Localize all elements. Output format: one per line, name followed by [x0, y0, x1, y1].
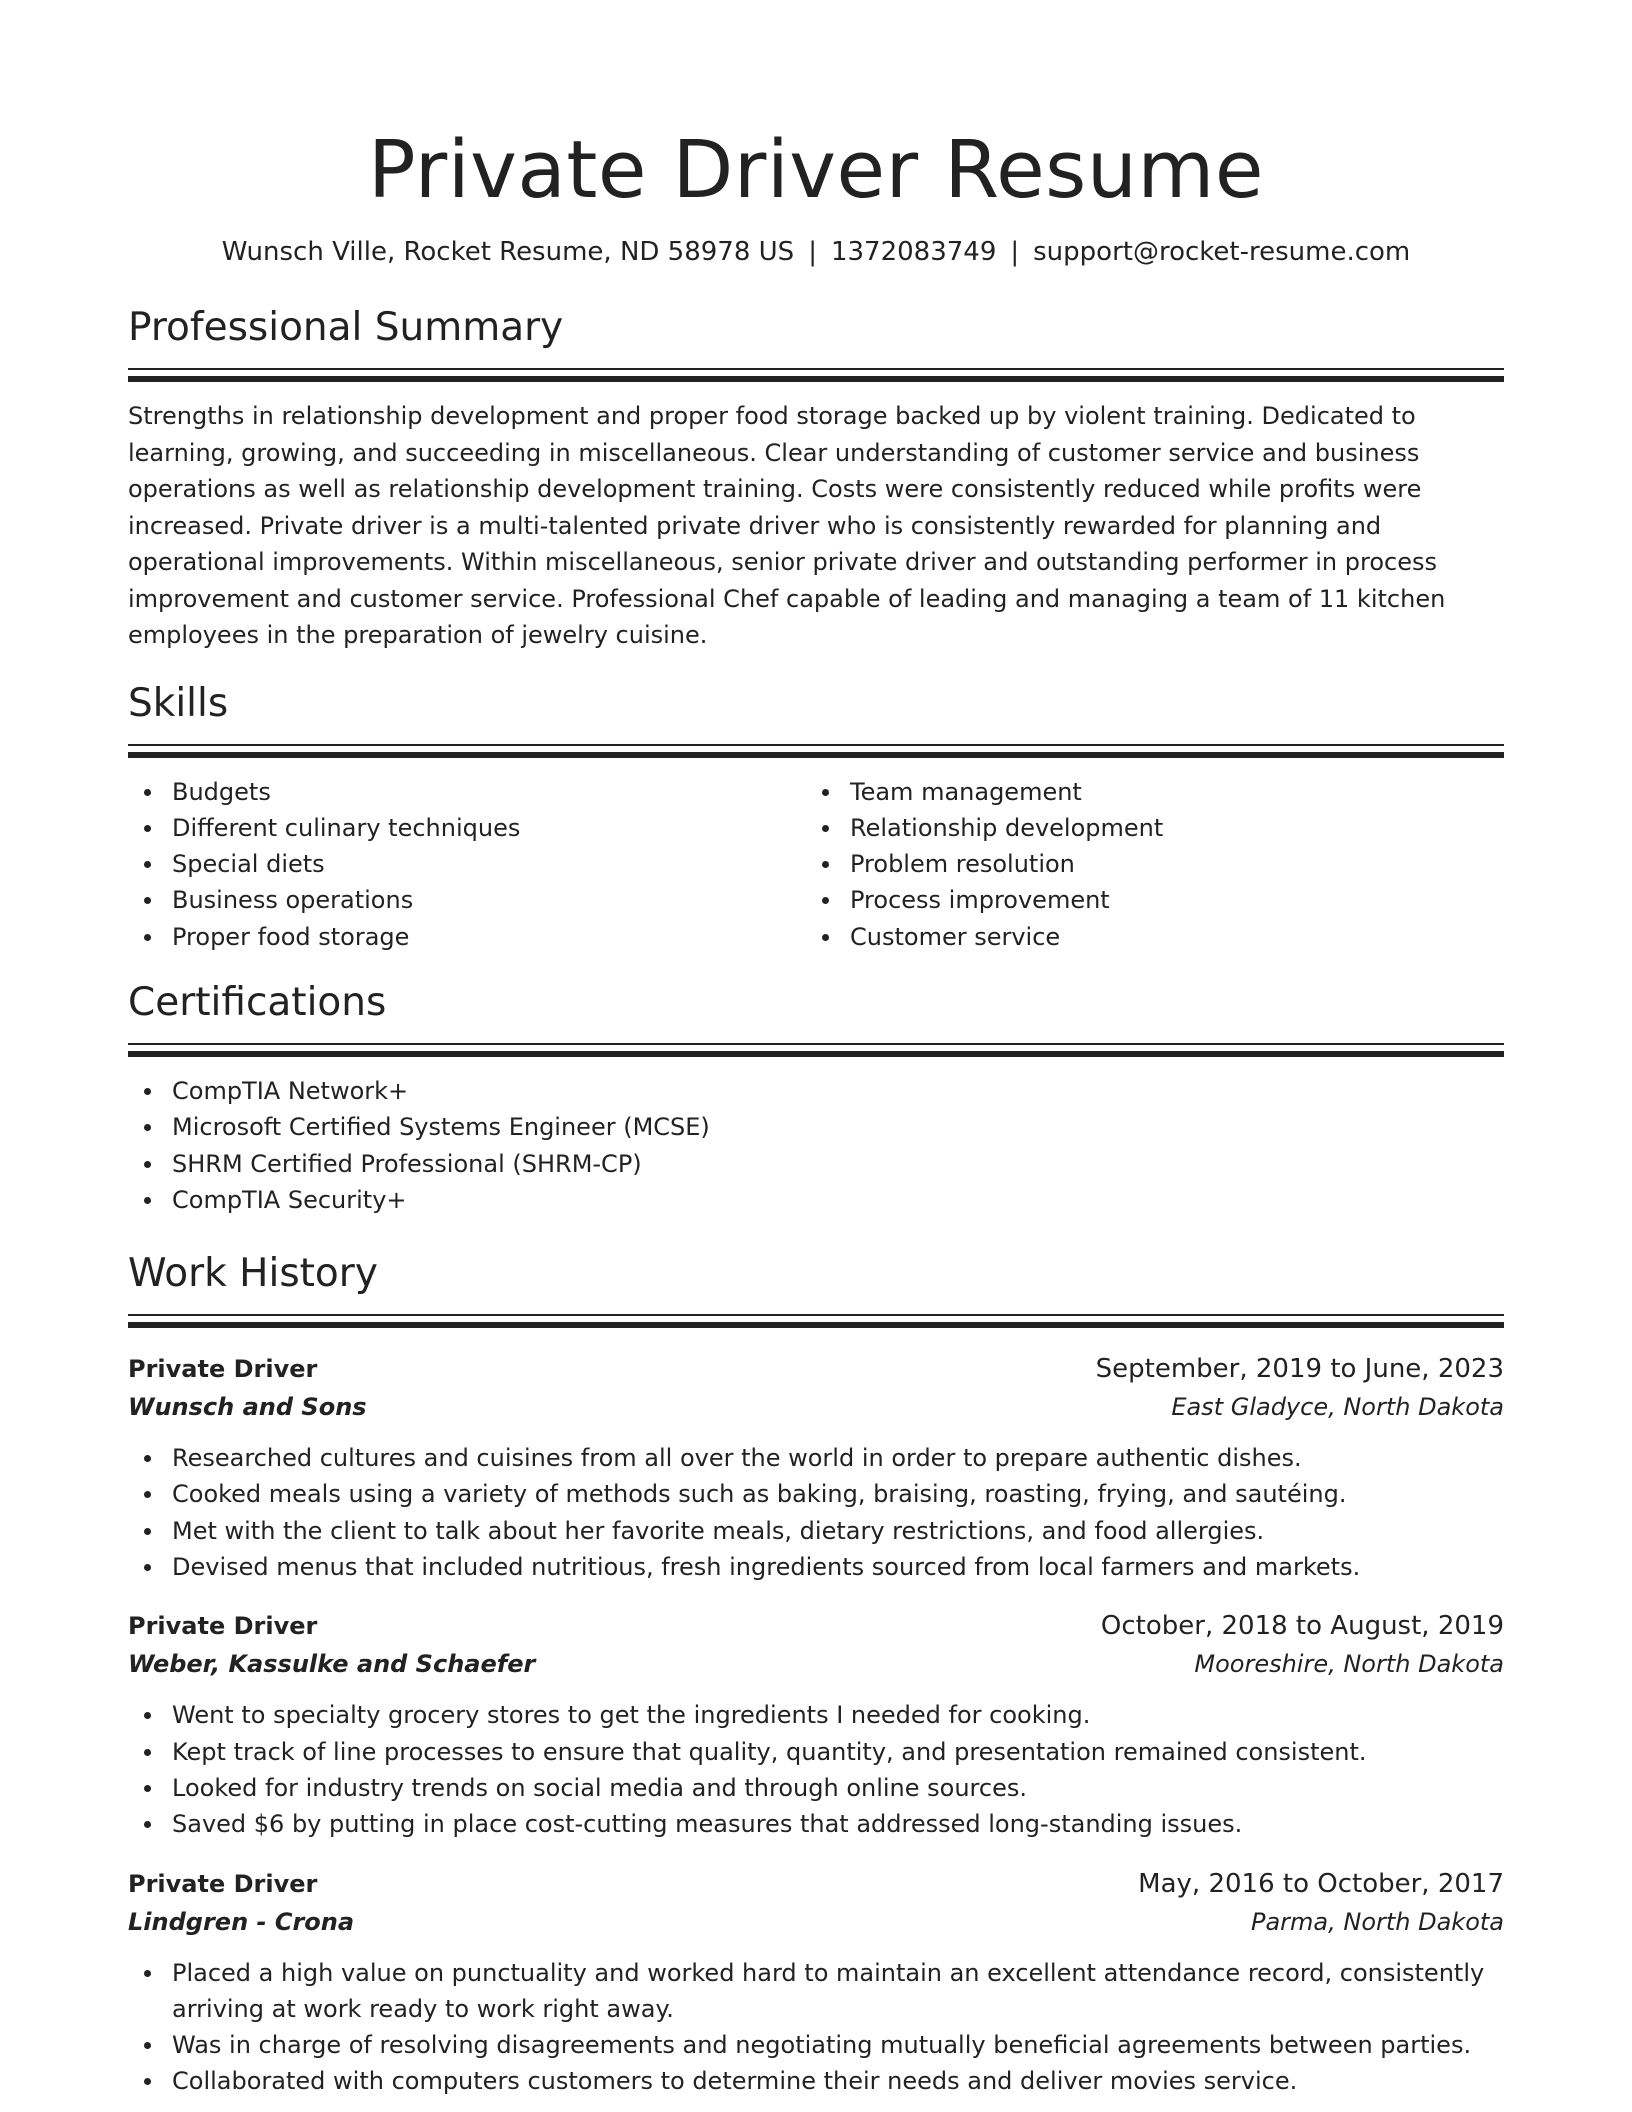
job-title: Private Driver: [128, 1355, 318, 1384]
job-dates: October, 2018 to August, 2019: [1100, 1611, 1504, 1642]
summary-text: Strengths in relationship development and proper food storage backed up by violent training. Dedicated to learning, growing, and succeeding in miscellaneous. Clear understanding of customer service and business operations as well as relationship development training. Costs were consistently reduced while profits were increased. Private driver is a multi-talented private driver who is consistently rewarded for planning and operational improvements. Within miscellaneous, senior private driver and outstanding performer in process improvement and customer service. Professional Chef capable of leading and managing a team of 11 kitchen employees in the preparation of jewelry cuisine.: [128, 402, 1446, 649]
job-location: Mooreshire, North Dakota: [1194, 1650, 1504, 1679]
job-duties-list: [128, 1697, 1504, 1842]
contact-separator: |: [1010, 237, 1020, 267]
work-history-section: [128, 1248, 1504, 2100]
section-heading-skills: Skills: [128, 680, 229, 726]
section-rule-thin: [128, 1314, 1504, 1316]
summary-section: [128, 302, 1504, 654]
job-title: Private Driver: [128, 1612, 318, 1641]
contact-separator: |: [808, 237, 817, 267]
skill-item: Customer service: [850, 919, 1484, 955]
certification-item: Microsoft Certified Systems Engineer (MCSE): [172, 1109, 1504, 1145]
skill-item: Problem resolution: [850, 846, 1484, 882]
job-duty-item: Cooked meals using a variety of methods such as baking, braising, roasting, frying, and sautéing.: [172, 1476, 1504, 1512]
job-duty-item: Met with the client to talk about her favorite meals, dietary restrictions, and food allergies.: [172, 1513, 1504, 1549]
job-company: Lindgren - Crona: [128, 1907, 355, 1936]
skill-item: Relationship development: [850, 810, 1484, 846]
skill-item: Budgets: [172, 774, 806, 810]
skill-item: Team management: [850, 774, 1484, 810]
job-header-row: [128, 1865, 1504, 1903]
job-duty-item: Devised menus that included nutritious, fresh ingredients sourced from local farmers and markets.: [172, 1549, 1504, 1585]
job-dates: September, 2019 to June, 2023: [1095, 1354, 1504, 1385]
job-company-row: [128, 1903, 1504, 1941]
job-header-row: [128, 1350, 1504, 1388]
section-rule-thin: [128, 368, 1504, 370]
job-dates: May, 2016 to October, 2017: [1138, 1868, 1504, 1899]
job-duty-item: Kept track of line processes to ensure that quality, quantity, and presentation remained consistent.: [172, 1734, 1504, 1770]
job-duty-item: Was in charge of resolving disagreements and negotiating mutually beneficial agreements between parties.: [172, 2027, 1504, 2063]
skill-item: Special diets: [172, 846, 806, 882]
section-rule-thin: [128, 1043, 1504, 1045]
resume-page: [128, 0, 1504, 2100]
skill-item: Process improvement: [850, 882, 1484, 918]
contact-address: Wunsch Ville, Rocket Resume, ND 58978 US: [221, 237, 795, 267]
resume-title: Private Driver Resume: [368, 124, 1264, 216]
skill-item: Different culinary techniques: [172, 810, 806, 846]
section-rule-thin: [128, 744, 1504, 746]
skills-list-left: [128, 774, 806, 955]
job-location: East Gladyce, North Dakota: [1171, 1393, 1504, 1422]
certifications-section: [128, 977, 1504, 1218]
job-duties-list: [128, 1955, 1504, 2100]
section-heading-summary: Professional Summary: [128, 305, 564, 350]
job-duty-item: Looked for industry trends on social media and through online sources.: [172, 1770, 1504, 1806]
skills-section: [128, 678, 1504, 955]
section-rule-thick: [128, 1051, 1504, 1057]
job-header-row: [128, 1607, 1504, 1645]
job-duty-item: Researched cultures and cuisines from all over the world in order to prepare authentic dishes.: [172, 1440, 1504, 1476]
job-entry: [128, 1607, 1504, 1842]
certifications-list: [128, 1073, 1504, 1218]
contact-line: [128, 234, 1504, 270]
certification-item: SHRM Certified Professional (SHRM-CP): [172, 1146, 1504, 1182]
contact-phone: 1372083749: [830, 237, 997, 267]
contact-email: support@rocket-resume.com: [1033, 237, 1411, 267]
skills-list-right: [806, 774, 1484, 955]
job-location: Parma, North Dakota: [1250, 1907, 1504, 1936]
job-company: Wunsch and Sons: [128, 1393, 367, 1422]
job-entry: [128, 1350, 1504, 1585]
job-duty-item: Placed a high value on punctuality and worked hard to maintain an excellent attendance record, consistently arriving at work ready to work right away.: [172, 1955, 1504, 2028]
section-heading-work-history: Work History: [128, 1251, 378, 1297]
job-title: Private Driver: [128, 1869, 318, 1898]
job-entry: [128, 1865, 1504, 2100]
section-heading-certifications: Certifications: [128, 979, 387, 1025]
section-rule-thick: [128, 1322, 1504, 1328]
skills-grid: [128, 758, 1504, 955]
job-company: Weber, Kassulke and Schaefer: [128, 1650, 536, 1679]
job-duty-item: Saved $6 by putting in place cost-cutting measures that addressed long-standing issues.: [172, 1806, 1504, 1842]
section-rule-thick: [128, 376, 1504, 382]
job-duty-item: Collaborated with computers customers to determine their needs and deliver movies service.: [172, 2063, 1504, 2099]
job-company-row: [128, 1645, 1504, 1683]
certification-item: CompTIA Security+: [172, 1182, 1504, 1218]
skill-item: Business operations: [172, 882, 806, 918]
job-duties-list: [128, 1440, 1504, 1585]
certification-item: CompTIA Network+: [172, 1073, 1504, 1109]
job-duty-item: Went to specialty grocery stores to get the ingredients I needed for cooking.: [172, 1697, 1504, 1733]
skill-item: Proper food storage: [172, 919, 806, 955]
job-company-row: [128, 1388, 1504, 1426]
